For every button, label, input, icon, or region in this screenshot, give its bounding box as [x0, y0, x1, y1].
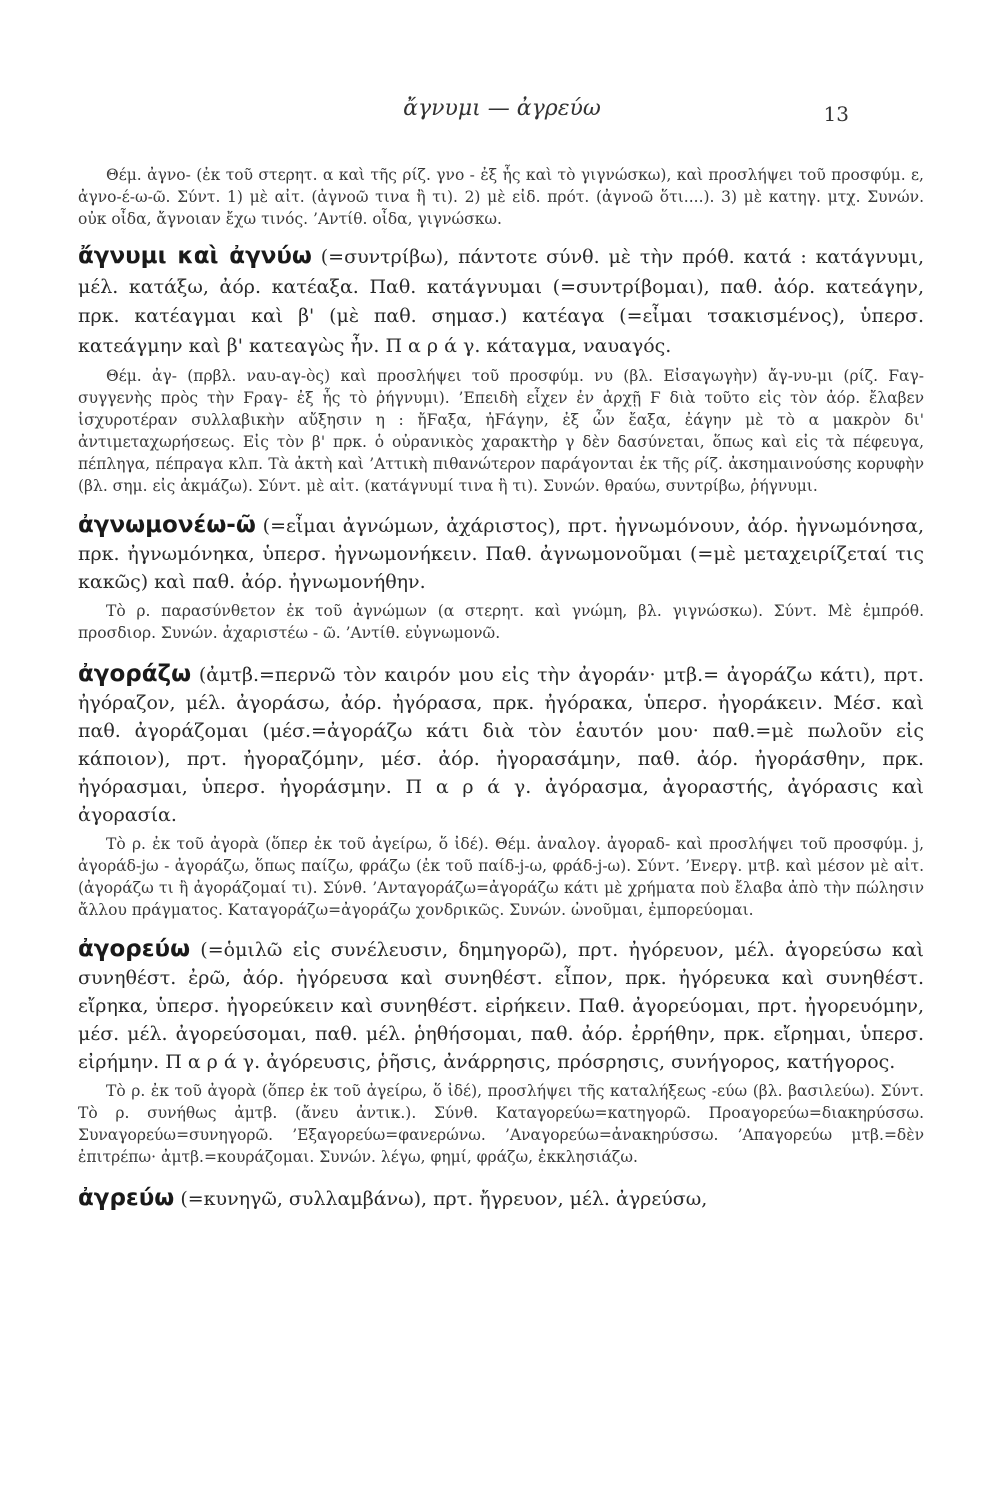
entry-agnomoneo — [78, 511, 924, 644]
entry-note: Τὸ ρ. ἐκ τοῦ ἀγορὰ (ὅπερ ἐκ τοῦ ἀγείρω, ὅ ἰδέ). Θέμ. ἀναλογ. ἀγοραδ- καὶ προσλήψει τοῦ προσφύμ. j, ἀγοράδ-jω - ἀγοράζω, ὅπως παίζω, φράζω (ἐκ τοῦ παίδ-j-ω, φράδ-j-ω). Σύντ. ’Ενεργ. μτβ. καὶ μέσον μὲ αἰτ. (ἀγοράζω τι ἢ ἀγοράζομαί τι). Σύνθ. ’Ανταγοράζω=ἀγοράζω κάτι μὲ χρήματα ποὺ ἔλαβα ἀπὸ τὴν πώλησιν ἄλλου πράγματος. Καταγοράζω=ἀγοράζω χονδρικῶς. Συνών. ὠνοῦμαι, ἐμπορεύομαι. — [78, 835, 924, 919]
entry-body — [78, 242, 924, 361]
entry-headword: ἄγνυμι καὶ ἀγνύω — [78, 243, 312, 269]
entry-headword: ἀγοράζω — [78, 661, 192, 687]
entry-headword: ἀγορεύω — [78, 936, 191, 962]
entry-definition: (=κυνηγῶ, συλλαμβάνω), πρτ. ἤγρευον, μέλ. ἀγρεύσω, — [180, 1188, 708, 1210]
running-title: ἄγνυμι — ἀγρεύω — [403, 96, 601, 121]
entry-definition: (=ὁμιλῶ εἰς συνέλευσιν, δημηγορῶ), πρτ. ἠγόρευον, μέλ. ἀγορεύσω καὶ συνηθέστ. ἐρῶ, ἀόρ. ἠγόρευσα καὶ συνηθέστ. εἶπον, πρκ. ἠγόρευκα καὶ συνηθέστ. εἴρηκα, ὑπερσ. ἠγορεύκειν καὶ συνηθέστ. εἰρήκειν. Παθ. ἀγορεύομαι, πρτ. ἠγορευόμην, μέσ. μέλ. ἀγορεύσομαι, παθ. μέλ. ῥηθήσομαι, παθ. ἀόρ. ἐρρήθην, πρκ. εἴρημαι, ὑπερσ. εἰρήμην. Π α ρ ά γ. ἀγόρευσις, ῥῆσις, ἀνάρρησις, πρόσρησις, συνήγορος, κατήγορος. — [78, 939, 925, 1073]
entry-body — [78, 511, 924, 596]
page-number: 13 — [823, 102, 849, 126]
entry-headword: ἀγνωμονέω-ῶ — [78, 512, 256, 538]
entry-note: Θέμ. ἀγνο- (ἐκ τοῦ στερητ. α καὶ τῆς ρίζ. γνο - ἐξ ἧς καὶ τὸ γιγνώσκω), καὶ προσλήψει τοῦ προσφύμ. ε, ἀγνο-έ-ω-ῶ. Σύντ. 1) μὲ αἰτ. (ἀγνοῶ τινα ἢ τι). 2) μὲ εἰδ. πρότ. (ἀγνοῶ ὅτι....). 3) μὲ κατηγ. μτχ. Συνών. οὐκ οἶδα, ἄγνοιαν ἔχω τινός. ’Αντίθ. οἶδα, γιγνώσκω. — [78, 166, 924, 228]
entry-definition: (=συντρίβω), πάντοτε σύνθ. μὲ τὴν πρόθ. κατά : κατάγνυμι, μέλ. κατάξω, ἀόρ. κατέαξα. Παθ. κατάγνυμαι (=συντρίβομαι), παθ. ἀόρ. κατεάγην, πρκ. κατέαγμαι καὶ β' (μὲ παθ. σημασ.) κατέαγα (=εἶμαι τσακισμένος), ὑπερσ. κατεάγμην καὶ β' κατεαγὼς ἦν. Π α ρ ά γ. κάταγμα, ναυαγός. — [78, 246, 924, 357]
entry-agreuo — [78, 1184, 924, 1213]
entry-agnymi — [78, 242, 924, 497]
entry-headword: ἀγρεύω — [78, 1185, 175, 1211]
entry-definition: (=εἶμαι ἀγνώμων, ἀχάριστος), πρτ. ἠγνωμόνουν, ἀόρ. ἠγνωμόνησα, πρκ. ἠγνωμόνηκα, ὑπερσ. ἠγνωμονήκειν. Παθ. ἀγνωμονοῦμαι (=μὲ μεταχειρίζεταί τις κακῶς) καὶ παθ. ἀόρ. ἠγνωμονήθην. — [78, 515, 924, 593]
entry-note: Τὸ ρ. ἐκ τοῦ ἀγορὰ (ὅπερ ἐκ τοῦ ἀγείρω, ὅ ἰδέ), προσλήψει τῆς καταλήξεως -εύω (βλ. βασιλεύω). Σύντ. Τὸ ρ. συνήθως ἀμτβ. (ἄνευ ἀντικ.). Σύνθ. Καταγορεύω=κατηγορῶ. Προαγορεύω=διακηρύσσω. Συναγορεύω=συνηγορῶ. ’Εξαγορεύω=φανερώνω. ’Αναγορεύω=ἀνακηρύσσω. ’Απαγορεύω μτβ.=δὲν ἐπιτρέπω· ἀμτβ.=κουράζομαι. Συνών. λέγω, φημί, φράζω, ἐκκλησιάζω. — [78, 1082, 924, 1166]
entry-agnoeo-etymology — [78, 164, 924, 230]
entry-agoreuo — [78, 935, 924, 1168]
entry-body — [78, 660, 924, 829]
entry-body — [78, 935, 924, 1076]
entry-note: Τὸ ρ. παρασύνθετον ἐκ τοῦ ἀγνώμων (α στερητ. καὶ γνώμη, βλ. γιγνώσκω). Σύντ. Μὲ ἐμπρόθ. προσδιορ. Συνών. ἀχαριστέω - ῶ. ’Αντίθ. εὐγνωμονῶ. — [78, 602, 924, 642]
running-head — [0, 96, 1004, 136]
entry-note: Θέμ. ἀγ- (πρβλ. ναυ-αγ-ὸς) καὶ προσλήψει τοῦ προσφύμ. νυ (βλ. Εἰσαγωγὴν) ἄγ-νυ-μι (ρίζ. Ϝαγ- συγγενὴς πρὸς τὴν Ϝραγ- ἐξ ἧς τὸ ῥήγνυμι). ’Επειδὴ εἶχεν ἐν ἀρχῇ Ϝ διὰ τοῦτο εἰς τὸν ἀόρ. ἔλαβεν ἰσχυροτέραν συλλαβικὴν αὔξησιν η : ἤϜαξα, ἠϜάγην, ἐξ ὧν ἔαξα, ἐάγην μὲ τὸ α μακρὸν δι' ἀντιμεταχωρήσεως. Εἰς τὸν β' πρκ. ὁ οὐρανικὸς χαρακτὴρ γ δὲν δασύνεται, ὅπως καὶ εἰς τὰ πέφευγα, πέπληγα, πέπραγα κλπ. Τὰ ἀκτὴ καὶ ’Αττικὴ πιθανώτερον παράγονται ἐκ τῆς ρίζ. ἀκσημαινούσης κορυφὴν (βλ. σημ. εἰς ἀκμάζω). Σύντ. μὲ αἰτ. (κατάγνυμί τινα ἢ τι). Συνών. θραύω, συντρίβω, ῥήγνυμι. — [78, 367, 924, 495]
entry-definition: (ἀμτβ.=περνῶ τὸν καιρόν μου εἰς τὴν ἀγοράν· μτβ.= ἀγοράζω κάτι), πρτ. ἠγόραζον, μέλ. ἀγοράσω, ἀόρ. ἠγόρασα, πρκ. ἠγόρακα, ὑπερσ. ἠγοράκειν. Μέσ. καὶ παθ. ἀγοράζομαι (μέσ.=ἀγοράζω κάτι διὰ τὸν ἑαυτόν μου· παθ.=μὲ πωλοῦν εἰς κάποιον), πρτ. ἠγοραζόμην, μέσ. ἀόρ. ἠγορασάμην, παθ. ἀόρ. ἠγοράσθην, πρκ. ἠγόρασμαι, ὑπερσ. ἠγοράσμην. Π α ρ ά γ. ἀγόρασμα, ἀγοραστής, ἀγόρασις καὶ ἀγορασία. — [78, 664, 924, 826]
entry-body — [78, 1184, 924, 1213]
page-content — [78, 160, 924, 1213]
entry-agorazo — [78, 660, 924, 921]
